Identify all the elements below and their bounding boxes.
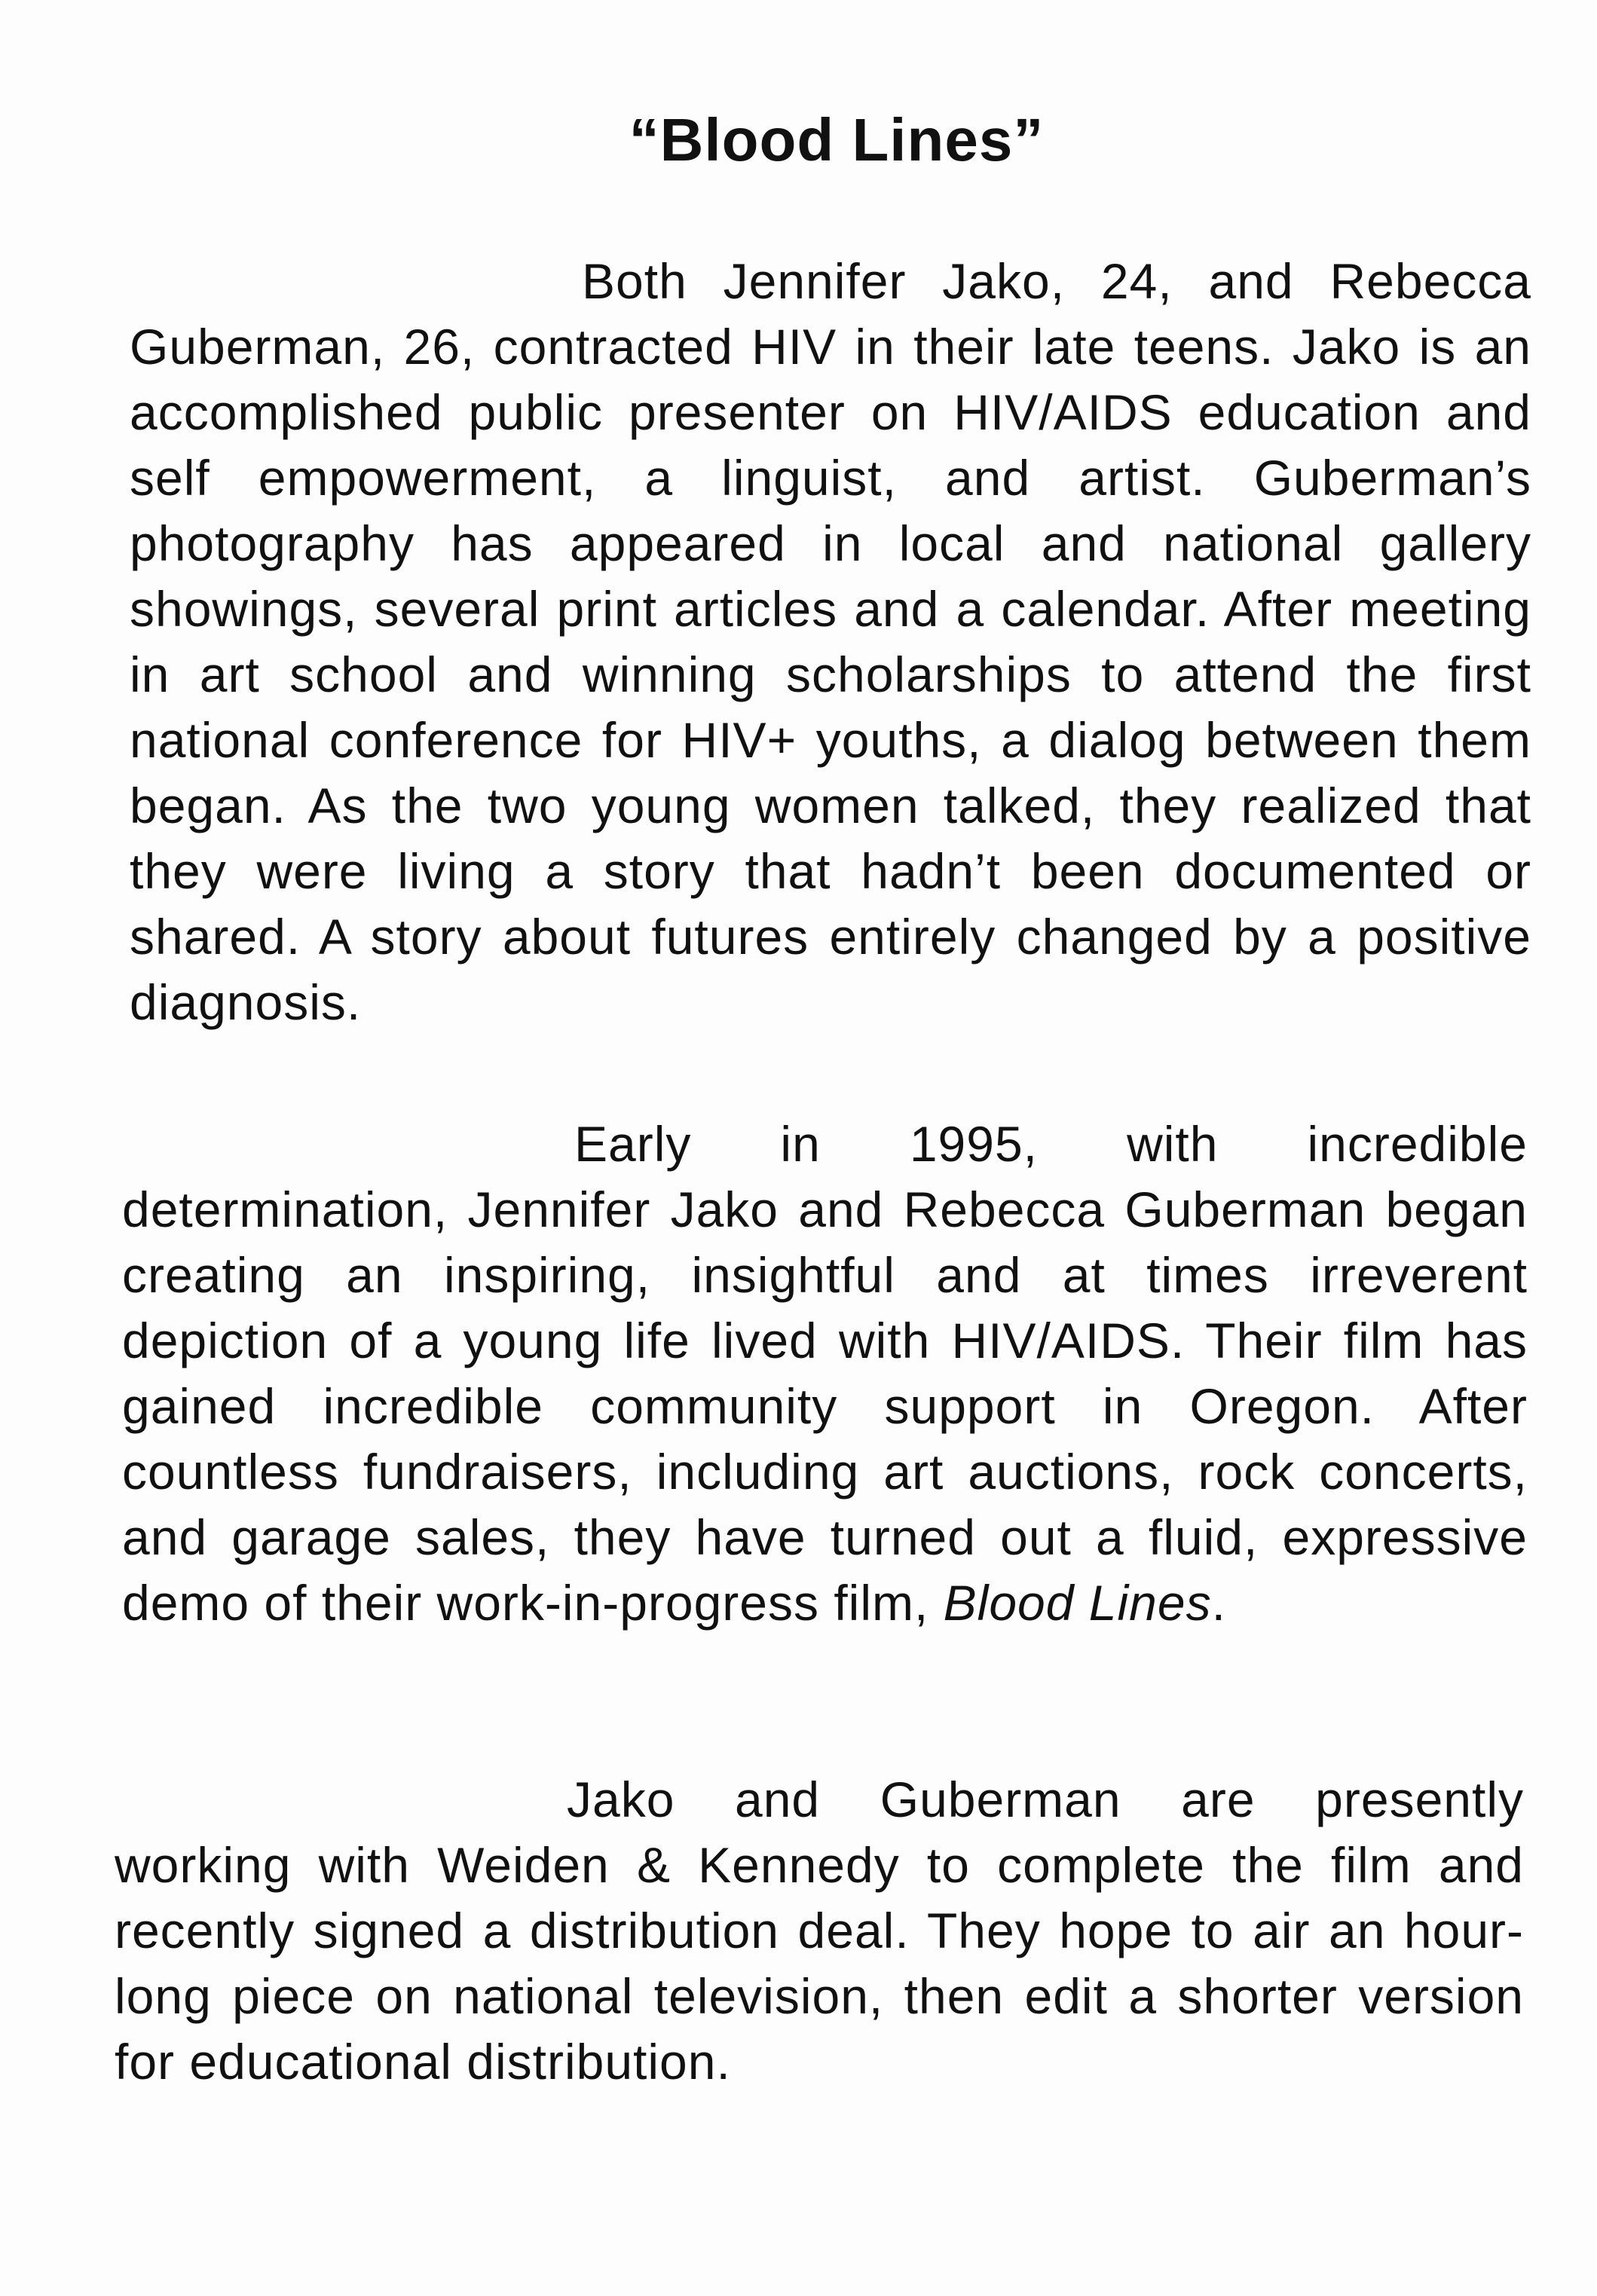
paragraph-distribution: Jako and Guberman are presently working with Weiden & Kennedy to complete the film and recently signed a distribution deal. They hope to air an hour-long piece on national television, then edit a shorter version for educational distribution. bbox=[115, 1772, 1524, 2090]
film-title: Blood Lines bbox=[943, 1575, 1212, 1631]
document-title: “Blood Lines” bbox=[629, 106, 1045, 173]
paragraph-film-history bbox=[122, 1111, 1528, 1636]
paragraph-film-history-end: . bbox=[1211, 1575, 1226, 1631]
paragraph-intro: Both Jennifer Jako, 24, and Rebecca Guberman, 26, contracted HIV in their late teens. Jako is an accomplished public presenter on HIV/AIDS education and self empowerment, a linguist, and artist. Guberman’s photography has appeared in local and national gallery showings, several print articles and a calendar. After meeting in art school and winning scholarships to attend the first national conference for HIV+ youths, a dialog between them began. As the two young women talked, they realized that they were living a story that hadn’t been documented or shared. A story about futures entirely changed by a positive diagnosis. bbox=[130, 253, 1531, 1030]
paragraph-film-history-text: Early in 1995, with incredible determination, Jennifer Jako and Rebecca Guberman began creating an inspiring, insightful and at times irreverent depiction of a young life lived with HIV/AIDS. Their film has gained incredible community support in Oregon. After countless fundraisers, including art auctions, rock concerts, and garage sales, they have turned out a fluid, expressive demo of their work-in-progress film, bbox=[122, 1116, 1528, 1631]
